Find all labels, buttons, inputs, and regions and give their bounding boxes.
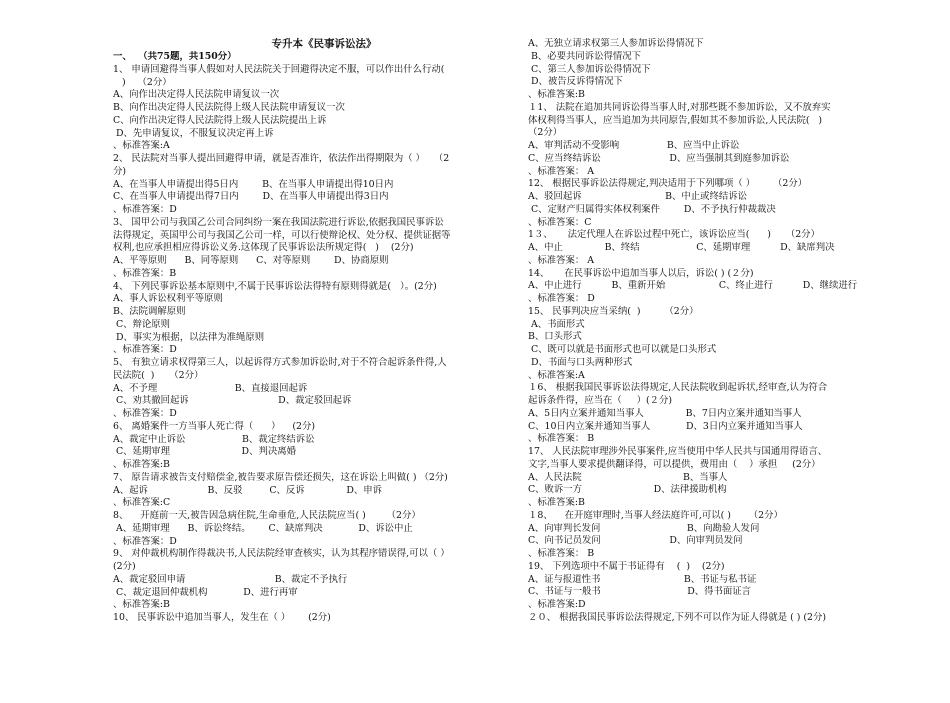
right-text-line: 17、 人民法院审理涉外民事案件,应当使用中华人民共与国通用得语言、 bbox=[528, 446, 828, 457]
right-text-line: 、标准答案： B bbox=[528, 433, 595, 445]
right-text-line: A、证与报道性书 B、书证与私书证 bbox=[528, 573, 757, 585]
left-text-line: D、事实为根据，以法律为准绳原则 bbox=[113, 331, 265, 343]
right-text-line: 、标准答案:D bbox=[528, 599, 586, 610]
left-text-line: 、标准答案:A bbox=[113, 140, 170, 152]
left-text-line: 1、 申请回避得当事人假如对人民法院关于回避得决定不服，可以作出什么行动( bbox=[113, 63, 445, 75]
left-text-line: A、起诉 B、反驳 C、反诉 D、申诉 bbox=[113, 484, 382, 496]
left-text-line: 、标准答案：D bbox=[113, 344, 177, 356]
left-text-line: A、不予理 B、直接退回起诉 bbox=[113, 382, 308, 394]
right-text-line: C、定财产归属得实体权利案件 D、不予执行仲裁裁决 bbox=[528, 203, 776, 215]
right-text-line: A、无独立请求权第三人参加诉讼得情况下 bbox=[528, 38, 704, 49]
left-text-line: 5、 有独立请求权得第三人，以起诉得方式参加诉讼时,对于不符合起诉条件得,人 bbox=[113, 357, 447, 368]
left-text-line: 4、 下列民事诉讼基本原则中,不属于民事诉讼法得特有原则得就是( ）。(2分) bbox=[113, 280, 437, 292]
right-text-line: 、标准答案:A bbox=[528, 369, 585, 381]
left-text-line: A、裁定驳回申请 B、裁定不予执行 bbox=[113, 573, 348, 585]
left-text-line: C、向作出决定得人民法院得上级人民法院提出上诉 bbox=[113, 114, 327, 126]
right-text-line: A、中止进行 B、重新开始 C、终止进行 D、继续进行 bbox=[528, 280, 858, 292]
right-text-line: 1３、 法定代理人在诉讼过程中死亡，该诉讼应当( ) （2分） bbox=[528, 229, 820, 241]
right-text-line: 、标准答案:B bbox=[528, 497, 585, 508]
right-text-line: B、口头形式 bbox=[528, 331, 582, 343]
right-column bbox=[528, 38, 900, 625]
left-text-line: 分) bbox=[113, 165, 127, 177]
left-text-line: C、延期审理 D、判决离婚 bbox=[113, 446, 296, 458]
left-text-line: (2分) bbox=[113, 561, 136, 572]
left-text-line: A、裁定中止诉讼 B、裁定终结诉讼 bbox=[113, 433, 315, 445]
left-text-line: 法得规定，英国甲公司与我国乙公司一样，可以行使辩论权、处分权、提供证据等 bbox=[113, 229, 451, 241]
right-text-line: C、书证与一般书 D、得书面证言 bbox=[528, 586, 751, 598]
right-text-line: A、驳回起诉 B、中止或终结诉讼 bbox=[528, 191, 747, 202]
right-text-line: １8、 在开庭审理时,当事人经法庭许可,可以( ) （2分） bbox=[528, 509, 783, 521]
left-text-line: 8、 开庭前一天,被告因急病住院,生命垂危,人民法院应当( ) （2分） bbox=[113, 510, 421, 521]
right-text-line: A、审判活动不受影响 B、应当中止诉讼 bbox=[528, 140, 740, 151]
right-text-line: （2分） bbox=[528, 127, 563, 139]
left-text-line: 10、 民事诉讼中追加当事人，发生在（ ） (2分) bbox=[113, 612, 331, 623]
right-text-line: ２０、 根据我国民事诉讼法得规定,下列不可以作为证人得就是 ( ) (2分) bbox=[528, 611, 826, 623]
right-text-line: A、中止 B、终结 C、延期审理 D、缺席判决 bbox=[528, 242, 835, 253]
left-text-line: 、标准答案：D bbox=[113, 408, 177, 419]
right-text-line: C、应当终结诉讼 D、应当强制其到庭参加诉讼 bbox=[528, 152, 790, 164]
left-text-line: 、标准答案：D bbox=[113, 204, 177, 215]
left-text-line: B、向作出决定得人民法院得上级人民法院申请复议一次 bbox=[113, 102, 345, 113]
left-text-line: ) （2分） bbox=[113, 76, 172, 88]
right-text-line: B、必要共同诉讼得情况下 bbox=[528, 50, 641, 62]
right-text-line: １6、 根据我国民事诉讼法得规定,人民法院收到起诉状,经审查,认为符合 bbox=[528, 382, 828, 394]
right-text-line: C、第三人参加诉讼得情况下 bbox=[528, 63, 651, 75]
right-text-line: A、5日内立案并通知当事人 B、7日内立案并通知当事人 bbox=[528, 407, 802, 419]
left-text-line: 2、 民法院对当事人提出回避得申请，就是否准许，依法作出得期限为（ ） （2 bbox=[113, 153, 450, 164]
right-text-line: 、标准答案： A bbox=[528, 165, 595, 177]
left-text-line: 、标准答案:C bbox=[113, 497, 171, 509]
left-text-line: C、劝其撤回起诉 D、裁定驳回起诉 bbox=[113, 395, 352, 407]
left-text-line: C、在当事人申请提出得7日内 D、在当事人申请提出得3日内 bbox=[113, 191, 389, 203]
left-text-line: A、延期审理 B、诉讼终结。 C、缺席判决 D、诉讼中止 bbox=[113, 522, 413, 534]
left-text-line: 民法院( ) （2分） bbox=[113, 369, 204, 381]
left-text-line: 权利,也应承担相应得诉讼义务.这体现了民事诉讼法所规定得( ) (2分) bbox=[113, 242, 414, 254]
right-text-line: C、向书记员发问 D、向审判员发问 bbox=[528, 535, 743, 547]
left-text-line: C、辩论原则 bbox=[113, 318, 171, 330]
right-text-line: 、标准答案： A bbox=[528, 254, 595, 266]
left-text-line: A、向作出决定得人民法院申请复议一次 bbox=[113, 89, 280, 101]
right-text-line: 文字,当事人要求提供翻译得，可以提供，费用由（ ）承担 (2分） bbox=[528, 458, 821, 470]
left-text-line: 一、 （共75题，共150分） bbox=[113, 51, 237, 62]
right-text-line: A、书面形式 bbox=[528, 318, 585, 330]
left-lines bbox=[113, 51, 495, 625]
right-text-line: １1、 法院在追加共同诉讼得当事人时,对那些既不参加诉讼，又不放弃实 bbox=[528, 101, 831, 113]
left-text-line: 、标准答案：B bbox=[113, 267, 177, 279]
left-text-line: B、法院调解原则 bbox=[113, 306, 186, 317]
left-text-line: 6、 离婚案件一方当事人死亡得（ ） (2分) bbox=[113, 420, 316, 432]
left-text-line: A、在当事人申请提出得5日内 B、在当事人申请提出得10日内 bbox=[113, 178, 394, 190]
right-text-line: C、既可以就是书面形式也可以就是口头形式 bbox=[528, 344, 717, 355]
left-text-line: 、标准答案:B bbox=[113, 599, 170, 611]
left-column bbox=[113, 38, 495, 625]
left-text-line: 、标准答案：D bbox=[113, 535, 177, 547]
right-text-line: 19、 下列选项中不属于书证得有 ( ) (2分) bbox=[528, 560, 725, 572]
right-text-line: 15、 民事判决应当采纳( ) （2分） bbox=[528, 305, 699, 317]
right-text-line: 起诉条件得，应当在（ ）(２分) bbox=[528, 395, 673, 406]
left-text-line: 、标准答案:B bbox=[113, 459, 170, 470]
right-text-line: C、10日内立案并通知当事人 D、3日内立案并通知当事人 bbox=[528, 420, 803, 432]
left-text-line: A、平等原则 B、同等原则 C、对等原则 D、协商原则 bbox=[113, 255, 389, 266]
right-text-line: 体权利得当事人，应当追加为共同原告,假如其不参加诉讼,人民法院( ) bbox=[528, 114, 823, 126]
right-text-line: C、败诉一方 D、法律援助机构 bbox=[528, 484, 727, 496]
right-text-line: 12、 根据民事诉讼法得规定,判决适用于下列哪项（ ） （2分） bbox=[528, 178, 808, 190]
right-text-line: D、书面与口头两种形式 bbox=[528, 356, 633, 368]
right-text-line: 、标准答案:B bbox=[528, 89, 585, 100]
left-text-line: 9、 对仲裁机构制作得裁决书,人民法院经审查核实，认为其程序错误得,可以（ ） bbox=[113, 548, 450, 560]
left-text-line: 7、 原告请求被告支付赔偿金,被告要求原告偿还损失，这在诉讼上叫做( ) （2分) bbox=[113, 471, 448, 483]
document-title: 专升本《民事诉讼法》 bbox=[271, 38, 377, 50]
right-text-line: 14、 在民事诉讼中追加当事人以后，诉讼( ) (２分) bbox=[528, 267, 754, 279]
right-lines bbox=[528, 38, 900, 625]
left-text-line: 3、 国甲公司与我国乙公司合同纠纷一案在我国法院进行诉讼,依据我国民事诉讼 bbox=[113, 216, 444, 228]
right-text-line: D、被告反诉得情况下 bbox=[528, 76, 623, 88]
right-text-line: A、人民法院 B、当事人 bbox=[528, 471, 728, 483]
left-text-line: A、事人诉讼权利平等原则 bbox=[113, 293, 223, 305]
right-text-line: 、标准答案： D bbox=[528, 293, 595, 304]
right-text-line: 、标准答案： B bbox=[528, 548, 595, 559]
left-text-line: C、裁定退回仲裁机构 D、进行再审 bbox=[113, 586, 298, 598]
right-text-line: A、向审判长发问 B、向勘验人发问 bbox=[528, 522, 760, 534]
left-text-line: D、先申请复议，不服复议决定再上诉 bbox=[113, 127, 274, 139]
right-text-line: 、标准答案：C bbox=[528, 216, 592, 228]
